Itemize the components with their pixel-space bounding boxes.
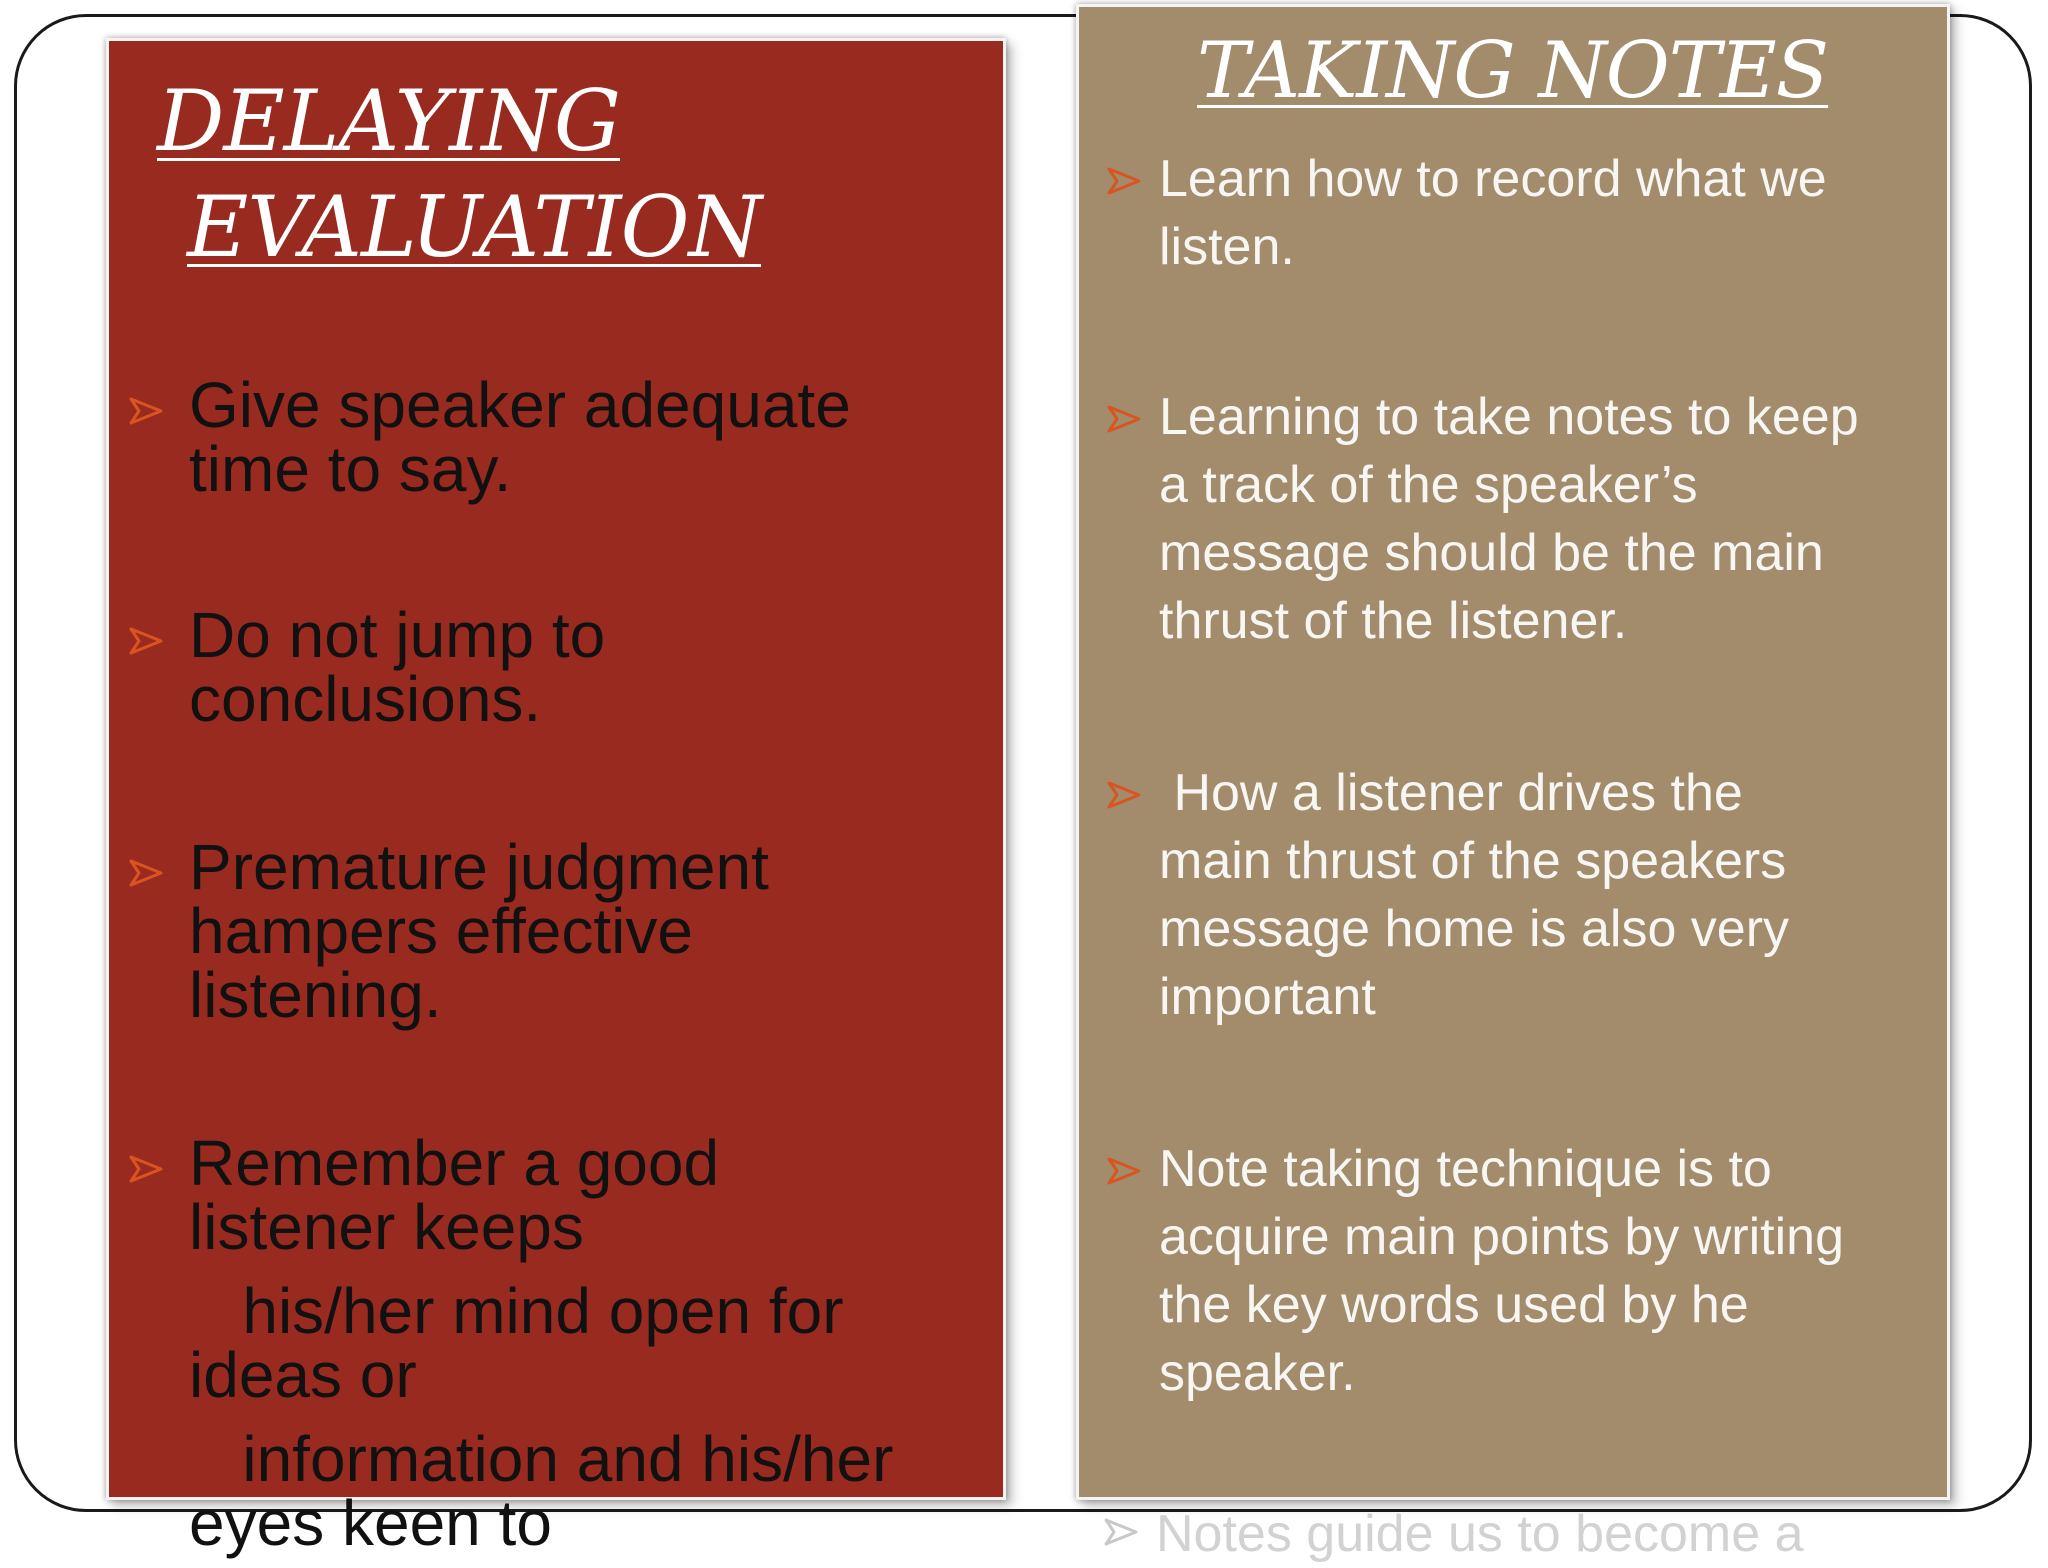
left-bullet-2-line-1: Do not jump to: [189, 599, 606, 671]
right-overflow-text: Notes guide us to become a: [1156, 1505, 1804, 1563]
left-bullet-3-line-2: hampers effective: [189, 895, 693, 967]
right-bullet-4-line-1: Note taking technique is to: [1159, 1140, 1772, 1198]
arrow-bullet-icon: [129, 859, 163, 887]
left-bullet-1-line-1: Give speaker adequate: [189, 369, 851, 441]
taking-notes-panel: [1076, 4, 1950, 1500]
left-bullet-3-line-3: listening.: [189, 959, 442, 1031]
left-bullet-4-line-4: ideas or: [189, 1339, 417, 1411]
arrow-bullet-icon: [129, 1155, 163, 1183]
left-bullet-4-line-5: information and his/her: [189, 1423, 894, 1495]
left-bullet-1-line-2: time to say.: [189, 433, 512, 505]
right-bullet-3-line-4: important: [1159, 968, 1376, 1026]
arrow-bullet-icon: [1104, 1518, 1138, 1546]
arrow-bullet-icon: [129, 627, 163, 655]
left-panel-title-line2: EVALUATION: [187, 178, 761, 276]
right-bullet-3-line-1: How a listener drives the: [1159, 764, 1743, 822]
arrow-bullet-icon: [1107, 405, 1141, 433]
left-bullet-3-line-1: Premature judgment: [189, 831, 769, 903]
left-bullet-4-line-3: his/her mind open for: [189, 1275, 844, 1347]
right-bullet-1-line-1: Learn how to record what we: [1159, 150, 1827, 208]
right-panel-title: TAKING NOTES: [1197, 26, 1829, 116]
right-bullet-2-line-3: message should be the main: [1159, 524, 1824, 582]
delaying-evaluation-panel: [106, 38, 1006, 1559]
left-bullet-4-line-2: listener keeps: [189, 1191, 584, 1263]
arrow-bullet-icon: [1107, 167, 1141, 195]
right-overflow-bullet: [1076, 1505, 1950, 1563]
left-panel-title-line1: DELAYING: [157, 72, 620, 170]
right-bullet-4-line-4: speaker.: [1159, 1344, 1356, 1402]
arrow-bullet-icon: [1107, 781, 1141, 809]
right-bullet-2-line-4: thrust of the listener.: [1159, 592, 1628, 650]
right-bullet-3-line-3: message home is also very: [1159, 900, 1790, 958]
arrow-bullet-icon: [129, 397, 163, 425]
right-bullet-2-line-1: Learning to take notes to keep: [1159, 388, 1859, 446]
left-bullet-2-line-2: conclusions.: [189, 663, 542, 735]
left-bullet-4-line-6: eyes keen to: [189, 1487, 552, 1559]
right-bullet-1-line-2: listen.: [1159, 218, 1295, 276]
right-bullet-2-line-2: a track of the speaker’s: [1159, 456, 1698, 514]
arrow-bullet-icon: [1107, 1157, 1141, 1185]
right-bullet-3-line-2: main thrust of the speakers: [1159, 832, 1787, 890]
right-bullet-4-line-2: acquire main points by writing: [1159, 1208, 1844, 1266]
left-bullet-4-line-1: Remember a good: [189, 1127, 720, 1199]
right-bullet-4-line-3: the key words used by he: [1159, 1276, 1749, 1334]
